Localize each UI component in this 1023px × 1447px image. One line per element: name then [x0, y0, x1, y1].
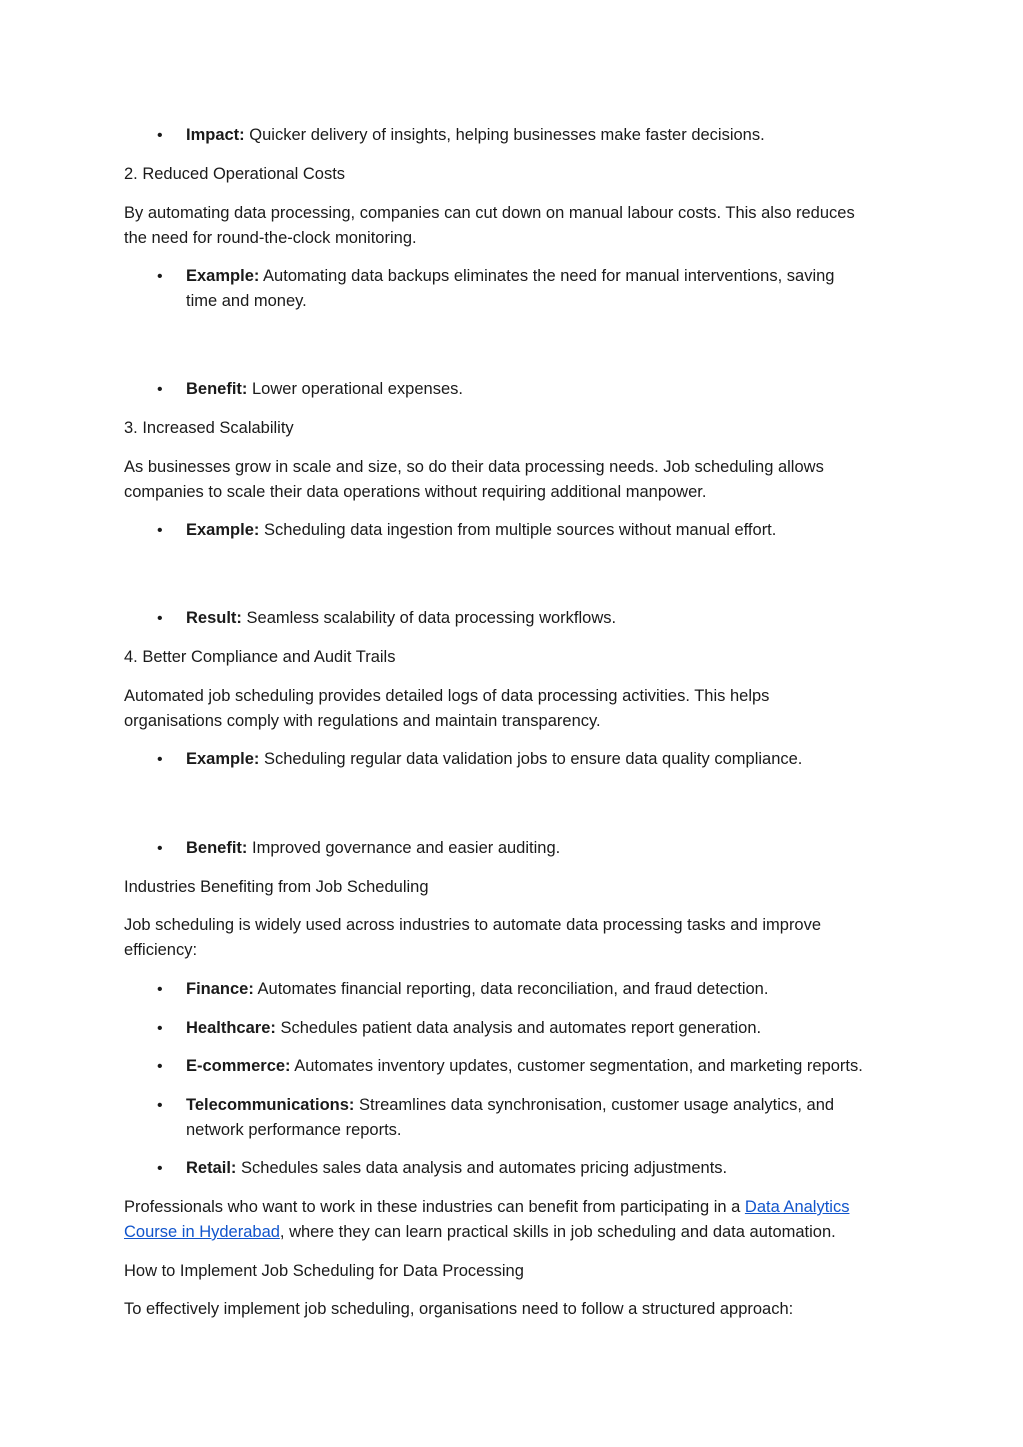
item-text: Automates inventory updates, customer segmentation, and marketing reports.: [290, 1057, 863, 1075]
list-item-result: [186, 606, 916, 631]
paragraph-text: , where they can learn practical skills in job scheduling and data automation.: [279, 1223, 836, 1241]
item-label: Finance:: [186, 980, 254, 998]
bullet-icon: •: [157, 1160, 163, 1177]
item-text: Improved governance and easier auditing.: [247, 839, 561, 857]
item-label: Example:: [186, 521, 260, 539]
item-text: Seamless scalability of data processing workflows.: [241, 609, 617, 627]
item-label: Example:: [186, 750, 260, 768]
bullet-icon: •: [157, 381, 163, 398]
paragraph-line: efficiency:: [124, 941, 198, 959]
item-label: E-commerce:: [186, 1057, 291, 1075]
item-text: Schedules patient data analysis and automates report generation.: [275, 1019, 762, 1037]
paragraph-line: organisations comply with regulations and maintain transparency.: [124, 712, 601, 730]
item-label: Healthcare:: [186, 1019, 276, 1037]
list-item-example: [186, 264, 916, 289]
course-link-continued[interactable]: Course in Hyderabad: [124, 1223, 280, 1241]
section-heading-industries: Industries Benefiting from Job Scheduling: [124, 878, 429, 896]
list-item-benefit: [186, 836, 916, 861]
section-heading-compliance: 4. Better Compliance and Audit Trails: [124, 648, 396, 666]
list-item-retail: [186, 1156, 916, 1181]
paragraph-line: By automating data processing, companies can cut down on manual labour costs. This also reduces: [124, 204, 855, 222]
item-text: Scheduling data ingestion from multiple sources without manual effort.: [259, 521, 777, 539]
bullet-icon: •: [157, 1097, 163, 1114]
section-heading-scalability: 3. Increased Scalability: [124, 419, 294, 437]
section-heading-implement: How to Implement Job Scheduling for Data Processing: [124, 1262, 524, 1280]
item-text: Streamlines data synchronisation, customer usage analytics, and: [354, 1096, 835, 1114]
item-text: Schedules sales data analysis and automates pricing adjustments.: [236, 1159, 728, 1177]
paragraph-line: the need for round-the-clock monitoring.: [124, 229, 417, 247]
paragraph-line: To effectively implement job scheduling, organisations need to follow a structured approach:: [124, 1300, 794, 1318]
list-item-healthcare: [186, 1016, 916, 1041]
item-label: Telecommunications:: [186, 1096, 355, 1114]
item-label: Example:: [186, 267, 260, 285]
paragraph-line: As businesses grow in scale and size, so do their data processing needs. Job scheduling allows: [124, 458, 824, 476]
bullet-icon: •: [157, 1058, 163, 1075]
item-text: Quicker delivery of insights, helping businesses make faster decisions.: [244, 126, 765, 144]
item-label: Impact:: [186, 126, 245, 144]
bullet-icon: •: [157, 522, 163, 539]
bullet-icon: •: [157, 1020, 163, 1037]
item-label: Benefit:: [186, 839, 248, 857]
paragraph-line: companies to scale their data operations without requiring additional manpower.: [124, 483, 707, 501]
paragraph-line: Automated job scheduling provides detailed logs of data processing activities. This helps: [124, 687, 770, 705]
course-link[interactable]: Data Analytics: [744, 1198, 850, 1216]
paragraph-text: Professionals who want to work in these industries can benefit from participating in a: [124, 1198, 745, 1216]
item-label: Retail:: [186, 1159, 237, 1177]
list-item-finance: [186, 977, 916, 1002]
list-item-telecommunications: [186, 1093, 916, 1118]
item-label: Result:: [186, 609, 242, 627]
bullet-icon: •: [157, 840, 163, 857]
paragraph-line: [124, 1220, 914, 1245]
item-text: Scheduling regular data validation jobs to ensure data quality compliance.: [259, 750, 803, 768]
item-text: Automating data backups eliminates the need for manual interventions, saving: [259, 267, 835, 285]
list-item-continuation: time and money.: [186, 292, 307, 310]
list-item-benefit: [186, 377, 916, 402]
list-item-example: [186, 747, 916, 772]
list-item-continuation: network performance reports.: [186, 1121, 402, 1139]
paragraph-line: [124, 1195, 914, 1220]
list-item-example: [186, 518, 916, 543]
bullet-icon: •: [157, 268, 163, 285]
bullet-icon: •: [157, 751, 163, 768]
list-item-impact: [186, 123, 916, 148]
section-heading-reduced-costs: 2. Reduced Operational Costs: [124, 165, 346, 183]
item-label: Benefit:: [186, 380, 248, 398]
list-item-ecommerce: [186, 1054, 916, 1079]
item-text: Automates financial reporting, data reconciliation, and fraud detection.: [253, 980, 769, 998]
paragraph-line: Job scheduling is widely used across industries to automate data processing tasks and improve: [124, 916, 822, 934]
item-text: Lower operational expenses.: [247, 380, 463, 398]
bullet-icon: •: [157, 127, 163, 144]
bullet-icon: •: [157, 981, 163, 998]
bullet-icon: •: [157, 610, 163, 627]
